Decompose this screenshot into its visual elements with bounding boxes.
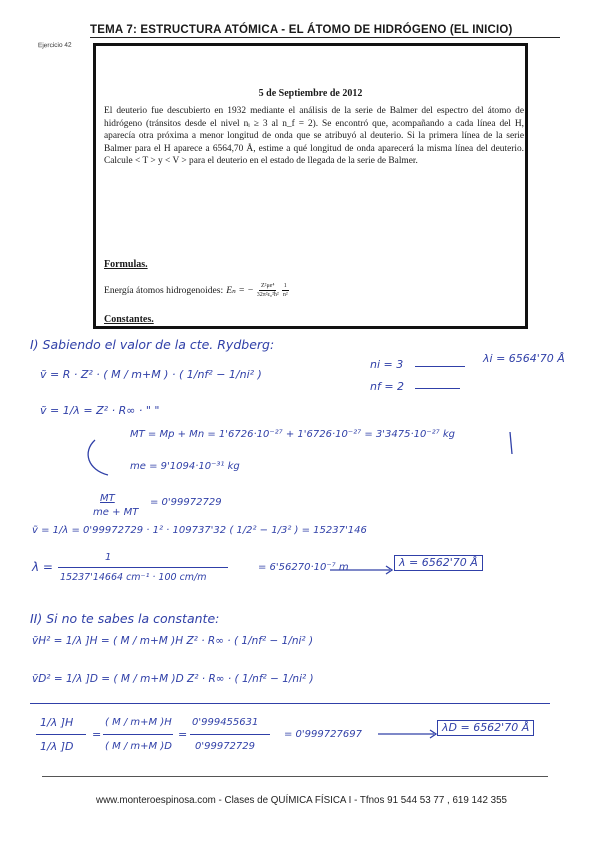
energy-denominator: 32π²ε₀²ħ²	[256, 292, 279, 298]
energy-fraction	[257, 282, 279, 299]
lambda-initial: λi = 6564'70 Å	[483, 352, 565, 365]
ratio-lhs-denominator: 1/λ ]D	[40, 740, 74, 753]
lambda-numerator: 1	[105, 552, 112, 563]
ratio-value-denominator: 0'99972729	[195, 741, 256, 752]
ratio-result: = 0'999727697	[284, 729, 362, 740]
final-result: λD = 6562'70 Å	[437, 720, 534, 736]
ni-label: ni = 3	[370, 358, 404, 371]
ratio-mid-denominator: ( M / m+M )D	[105, 741, 172, 752]
energy-n-denominator: n²	[282, 292, 288, 298]
nf-label: nf = 2	[370, 380, 405, 393]
hydrogen-wavenumber-equation: ṽH² = 1/λ ]H = ( M / m+M )H Z² · R∞ · ( 1/nf² − 1/ni² )	[32, 635, 314, 647]
curved-arrow	[88, 440, 108, 475]
energy-lhs: Eₙ = −	[226, 285, 254, 296]
exercise-number: Ejercicio 42	[37, 41, 72, 50]
wavenumber-equation: ṽ = 1/λ = 0'99972729 · 1² · 109737'32 ( 1/2² − 1/3² ) = 15237'146	[32, 525, 367, 536]
problem-date: 5 de Septiembre de 2012	[258, 88, 363, 99]
constants-heading: Constantes.	[104, 314, 154, 325]
ratio-value-bar	[190, 734, 270, 735]
rydberg-infinity-equation: ṽ = 1/λ = Z² · R∞ · " "	[40, 404, 160, 417]
page-title: TEMA 7: ESTRUCTURA ATÓMICA - EL ÁTOMO DE HIDRÓGENO (EL INICIO)	[90, 24, 560, 38]
energy-formula	[104, 282, 289, 299]
part1-heading: I) Sabiendo el valor de la cte. Rydberg:	[30, 337, 275, 352]
problem-box	[93, 43, 528, 329]
problem-statement: El deuterio fue descubierto en 1932 mediante el análisis de la serie de Balmer del espectro del átomo de hidrógeno (tránsitos desde el nivel nᵢ ≥ 3 al n_f = 2). Se encontró que, acompañando a cada línea del H, aparecía otra próxima a menor longitud de onda que se atribuyó al deuterio. Si la primera línea de la serie Balmer para el H aparece a 6564,70 Å, estime a qué longitud de onda aparecerá la misma línea del deuterio. Calcule < T > y < V > para el deuterio en el estado de llegada de la serie de Balmer.	[104, 106, 524, 167]
nf-dash	[415, 388, 460, 389]
arrow-head-lambda	[386, 566, 392, 574]
ratio-lhs-numerator: 1/λ ]H	[40, 716, 74, 729]
ratio-equals-1: =	[92, 728, 102, 741]
energy-n-numerator: 1	[283, 283, 287, 289]
energy-label: Energía átomos hidrogenoides:	[104, 285, 224, 296]
arrow-head-final	[430, 730, 436, 738]
ni-dash	[415, 366, 465, 367]
lambda-denominator: 15237'14664 cm⁻¹ · 100 cm/m	[60, 572, 207, 583]
deuterium-wavenumber-equation: ṽD² = 1/λ ]D = ( M / m+M )D Z² · R∞ · ( 1/nf² − 1/ni² )	[32, 673, 314, 685]
mt-equation: MT = Mp + Mn = 1'6726·10⁻²⁷ + 1'6726·10⁻²⁷ = 3'3475·10⁻²⁷ kg	[130, 429, 455, 440]
ratio-mid-numerator: ( M / m+M )H	[105, 717, 172, 728]
lambda-symbol: λ =	[32, 560, 53, 574]
footer-divider	[42, 776, 548, 777]
separator-line	[30, 703, 550, 704]
mass-ratio-value: = 0'99972729	[150, 497, 222, 508]
energy-numerator: Z²μe⁴	[260, 283, 275, 289]
rydberg-equation: ṽ = R · Z² · ( M / m+M ) · ( 1/nf² − 1/ni² )	[40, 368, 262, 381]
energy-fraction-n	[282, 282, 289, 299]
lambda-meters: = 6'56270·10⁻⁷ m	[258, 562, 349, 573]
lambda-result: λ = 6562'70 Å	[394, 555, 483, 571]
mass-ratio-denominator: me + MT	[93, 507, 139, 518]
ratio-lhs-bar	[36, 734, 86, 735]
mass-ratio-numerator: MT	[100, 493, 115, 504]
brace-mark	[510, 432, 512, 454]
footer-contact: www.monteroespinosa.com - Clases de QUÍMICA FÍSICA I - Tfnos 91 544 53 77 , 619 142 355	[96, 795, 507, 806]
ratio-value-numerator: 0'999455631	[192, 717, 259, 728]
part2-heading: II) Si no te sabes la constante:	[30, 611, 220, 626]
me-equation: me = 9'1094·10⁻³¹ kg	[130, 461, 240, 472]
ratio-mid-bar	[103, 734, 173, 735]
formulas-heading: Formulas.	[104, 259, 148, 270]
lambda-fraction-bar	[58, 567, 228, 568]
ratio-equals-2: =	[178, 728, 188, 741]
